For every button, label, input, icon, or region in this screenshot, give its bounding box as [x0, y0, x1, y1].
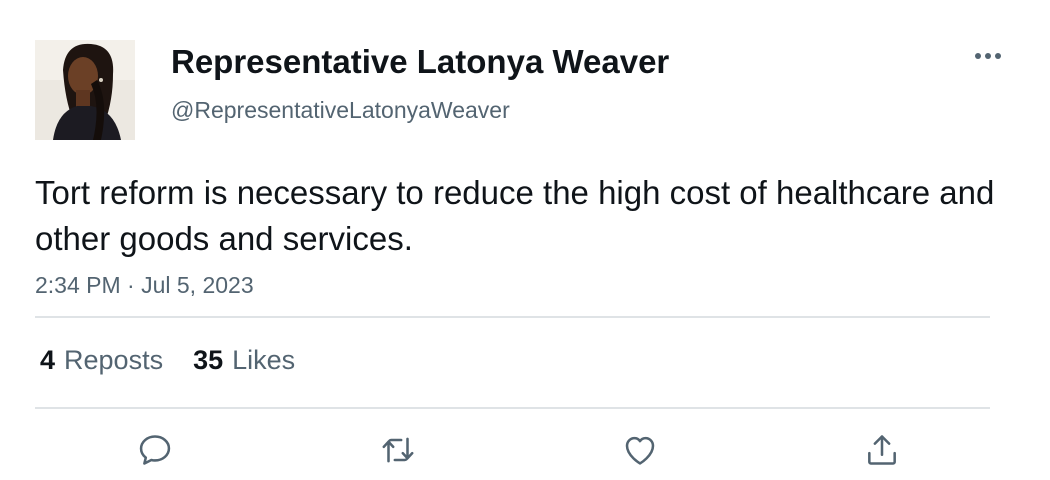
divider-bottom: [35, 407, 990, 409]
repost-button[interactable]: [376, 428, 420, 472]
like-icon: [621, 431, 659, 469]
avatar-photo: [35, 40, 135, 140]
share-icon: [863, 431, 901, 469]
author-display-name[interactable]: Representative Latonya Weaver: [171, 43, 670, 80]
like-button[interactable]: [618, 428, 662, 472]
likes-count: 35: [193, 345, 224, 375]
repost-icon: [379, 431, 417, 469]
author-handle[interactable]: @RepresentativeLatonyaWeaver: [171, 97, 510, 123]
more-horizontal-icon: [974, 52, 1002, 60]
reposts-label: Reposts: [64, 345, 164, 375]
engagement-stats: [40, 340, 325, 380]
likes-stat[interactable]: [193, 340, 295, 380]
reposts-stat[interactable]: [40, 340, 163, 380]
likes-label: Likes: [232, 345, 296, 375]
share-button[interactable]: [860, 428, 904, 472]
avatar[interactable]: [35, 40, 135, 140]
reposts-count: 4: [40, 345, 56, 375]
more-options-button[interactable]: [968, 44, 1008, 68]
reply-button[interactable]: [133, 428, 177, 472]
tweet-text: Tort reform is necessary to reduce the high cost of healthcare and other goods and services.: [35, 174, 995, 257]
divider-top: [35, 316, 990, 318]
reply-icon: [136, 431, 174, 469]
tweet-timestamp[interactable]: 2:34 PM · Jul 5, 2023: [35, 272, 254, 298]
